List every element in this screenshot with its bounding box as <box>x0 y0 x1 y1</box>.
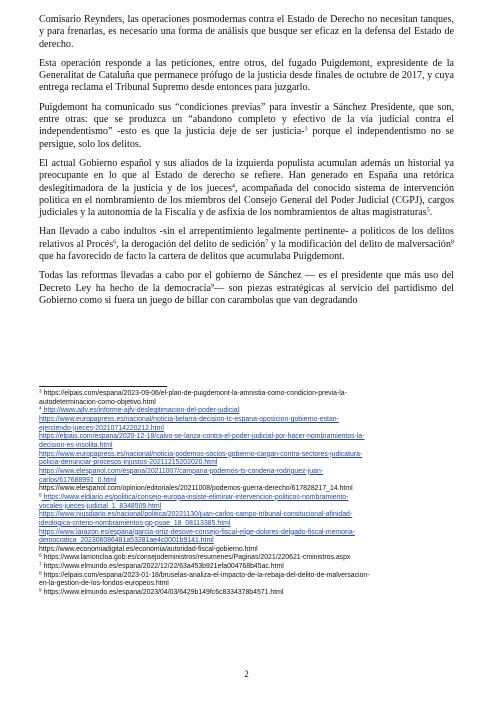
footnote-divider <box>39 386 167 387</box>
footnote-ref-6[interactable]: 6 <box>113 238 117 246</box>
footnote-ref-7[interactable]: 7 <box>265 238 269 246</box>
body-text <box>39 14 454 314</box>
footnote-8-cont[interactable]: en-la-gestion-de-los-fondos-europeos.html <box>39 580 169 588</box>
footnote-5[interactable]: $^5$ https://www.eldiario.es/politica/consejo-europa-insiste-eliminar-intervencion-politicos-nombramiento- <box>39 493 349 501</box>
footnote-url[interactable]: https://www.economiadigital.es/economia/autoridad-fiscal-gobierno.html <box>39 545 258 553</box>
footnote-3[interactable]: $^3$ https://elpais.com/espana/2023-09-06/el-plan-de-puigdemont-la-amnistia-como-condicion-previa-la- <box>39 389 347 397</box>
footnote-link[interactable]: https://www.niusdiario.es/nacional/politica/20221130/juan-carlos-campo-tribunal-consitucional-afinidad- <box>39 511 353 519</box>
footnote-ref-3[interactable]: 3 <box>304 125 308 133</box>
paragraph-3: Puigdemont ha comunicado sus “condiciones previas” para investir a Sánchez Presidente, que son, entre otras: que se produzca un “abandono completo y efectivo de la vía judicial contra el independentismo” -esto es que la justicia deje de ser justicia-$^3$ porque el independentismo no se persigue, solo los delitos. <box>39 101 454 150</box>
footnote-ref-8[interactable]: 8 <box>450 238 454 246</box>
footnote-link[interactable]: democratica_202306086481a53281ae4c0001b9141.html <box>39 537 214 545</box>
footnote-link[interactable]: https://www.europapress.es/nacional/noticia-belarra-decision-tc-espana-oposicion-gobierno-estan- <box>39 415 339 423</box>
footnote-7[interactable]: $^7$ https://www.elmundo.es/espana/2022/12/22/63a453b921efa004768b45ac.html <box>39 562 284 571</box>
footnotes <box>39 390 457 598</box>
paragraph-4: El actual Gobierno español y sus aliados de la izquierda populista acumulan además un historial ya preocupante en lo que al Estado de derecho se refiere. Han generado en España una retórica deslegitimadora de la justicia y de los jueces$^4$, acompañada del conocido sistema de intervención política en el nombramiento de los miembros del Consejo General del Poder Judicial (CGPJ), cargos judiciales y la autonomía de la Fiscalía y de asfixia de los nombramientos de altas magistraturas$^5$. <box>39 157 454 219</box>
footnote-url[interactable]: https://www.elespanol.com/opinion/editoriales/20211008/podemos-guerra-derecho/617828217_14.html <box>39 485 353 493</box>
paragraph-6: Todas las reformas llevadas a cabo por el gobierno de Sánchez — es el presidente que más uso del Decreto Ley ha hecho de la democracia$^9$— son piezas estratégicas al servicio del partidismo del Gobierno como si fuera un juego de billar con carambolas que van degradando <box>39 270 454 306</box>
footnote-ref-9[interactable]: 9 <box>210 282 215 290</box>
footnote-link[interactable]: vocales-jueces-judicial_1_8348509.html <box>39 502 162 510</box>
footnote-link[interactable]: https://www.europapress.es/nacional/noticia-podemos-socios-gobierno-cargan-contra-sectores-judicatura- <box>39 450 363 458</box>
paragraph-1: Comisario Reynders, las operaciones posmodernas contra el Estado de Derecho no necesitan tanques, y para frenarlas, es necesario una forma de análisis que busque ser eficaz en la defensa del Estado de derecho. <box>39 14 454 50</box>
page-number: 2 <box>244 669 249 679</box>
footnote-ref-4[interactable]: 4 <box>231 182 235 190</box>
footnote-link[interactable]: decision-es-insolita.html <box>39 441 113 449</box>
footnote-9[interactable]: $^9$ https://www.elmundo.es/espana/2023/04/03/6429b149fc6c8334378b4571.html <box>39 588 284 597</box>
footnote-link[interactable]: ideologica-criterio-nombramientos-pp-psoe_18_08113385.html <box>39 519 231 527</box>
footnote-link[interactable]: https://www.eldiario.es/politica/consejo-europa-insiste-eliminar-intervencion-politicos-nombramiento- <box>41 493 349 501</box>
footnote-link[interactable]: https://elpais.com/espana/2020-12-18/calvo-se-lanza-contra-el-poder-judicial-por-hacer-nombramientos-la- <box>39 433 365 441</box>
footnote-link[interactable]: ejerciendo-jueces-20210714220212.html <box>39 424 164 432</box>
footnote-4[interactable]: $^4$ http://www.ajfv.es/informe-ajfv-deslegitimacion-del-poder-judicial <box>39 406 240 415</box>
footnote-link[interactable]: https://www.elespanol.com/espana/20211007/campana-podemos-ts-condena-rodriguez-juan- <box>39 467 324 475</box>
footnote-6[interactable]: $^6$ https://www.lamoncloa.gob.es/consejodeministros/resumenes/Paginas/2021/220621-cministros.aspx <box>39 554 351 562</box>
footnote-8[interactable]: $^8$ https://elpais.com/espana/2023-01-18/bruselas-analiza-el-impacto-de-la-rebaja-del-delito-de-malversacion- <box>39 571 370 579</box>
footnote-link[interactable]: policia-denunciar-procesos-injustos-20211215202020.html <box>39 459 218 467</box>
paragraph-2: Esta operación responde a las peticiones, entre otros, del fugado Puigdemont, expresidente de la Generalitat de Cataluña que permanece prófugo de la justicia desde finales de octubre de 2017, y cuya entrega reclama el Tribunal Supremo desde entonces para juzgarlo. <box>39 57 454 94</box>
paragraph-5: Han llevado a cabo indultos -sin el arrepentimiento legalmente pertinente- a políticos de los delitos relativos al Procés$^6$, la derogación del delito de sedición$^7$ y la modificación del delito de malversación$^8$ que ha favorecido de facto la cartera de delitos que acumulaba Puigdemont. <box>39 226 454 263</box>
footnote-link[interactable]: http://www.ajfv.es/informe-ajfv-deslegitimacion-del-poder-judicial <box>41 407 240 415</box>
footnote-link[interactable]: https://www.larazon.es/espana/garcia-ortiz-desove-consejo-fiscal-elige-dolores-delgado-fiscal-memoria- <box>39 528 355 536</box>
footnote-link[interactable]: carlos/617688991_0.html <box>39 476 117 484</box>
footnote-ref-5[interactable]: 5 <box>426 206 430 214</box>
footnote-3-cont[interactable]: autodeterminacion-como-objetivo.html <box>39 398 156 406</box>
